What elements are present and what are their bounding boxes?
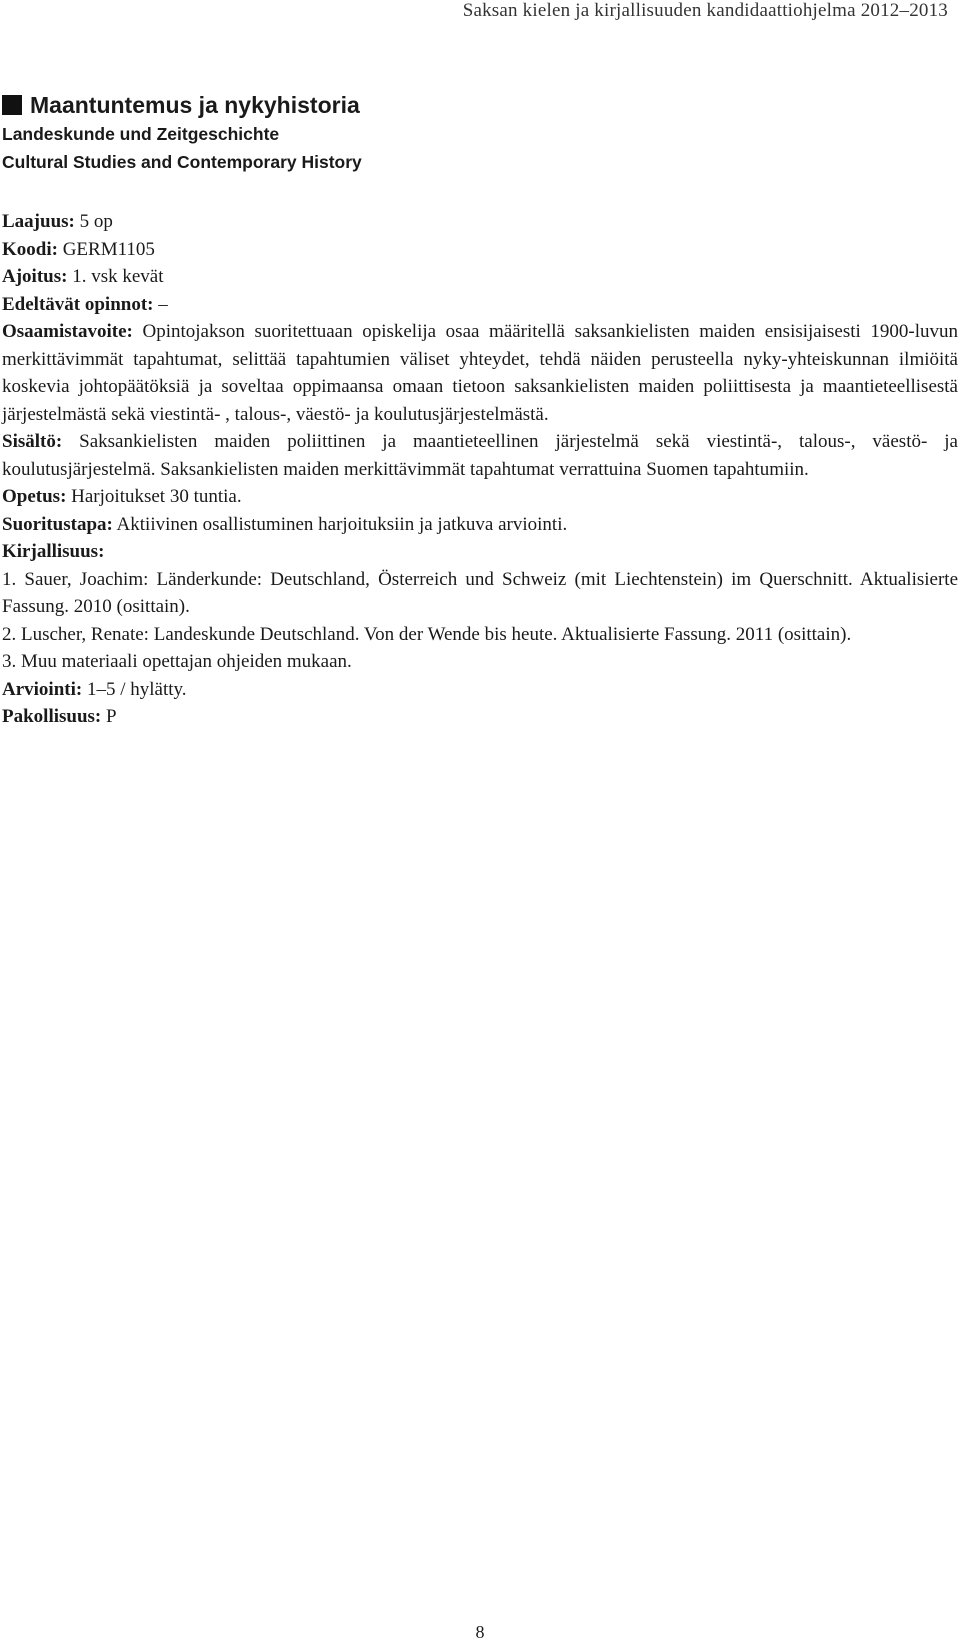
field-kirjallisuus [2,538,958,566]
field-label: Kirjallisuus: [2,541,105,562]
field-value: Aktiivinen osallistuminen harjoituksiin ja jatkuva arviointi. [112,513,568,535]
field-value: – [153,293,168,315]
field-label: Sisältö: [2,431,63,452]
field-label: Osaamistavoite: [2,321,133,342]
field-value: 1–5 / hylätty. [82,678,187,700]
field-label: Suoritustapa: [2,513,113,535]
field-label: Pakollisuus: [2,706,102,727]
field-pakollisuus [2,703,958,731]
field-label: Arviointi: [2,678,83,700]
literature-item: 2. Luscher, Renate: Landeskunde Deutschland. Von der Wende bis heute. Aktualisierte Fassung. 2011 (osittain). [2,623,852,645]
course-title-en: Cultural Studies and Contemporary History [2,152,362,172]
field-label: Edeltävät opinnot: [2,293,154,315]
field-suoritustapa [2,511,958,539]
running-header: Saksan kielen ja kirjallisuuden kandidaattiohjelma 2012–2013 [462,0,948,21]
literature-item: 1. Sauer, Joachim: Länderkunde: Deutschland, Österreich und Schweiz (mit Liechtenstein) im Querschnitt. Aktualisierte Fassung. 2010 (osittain). [2,568,958,617]
field-value: P [101,706,117,727]
field-value: Opintojakson suoritettuaan opiskelija osaa määritellä saksankielisten maiden ensisijaisesti 1900-luvun merkittävimmät tapahtumat, selittää tapahtumien väliset yhteydet, tehdä näiden perusteella nyky-yhteiskunnan ilmiöitä koskevia johtopäätöksiä ja soveltaa oppimaansa omaan tietoon saksankielisten maiden poliittisesta ja maantieteellisestä järjestelmästä sekä viestintä- , talous-, väestö- ja koulutusjärjestelmästä. [2,321,958,425]
field-label: Opetus: [2,486,67,507]
course-heading [2,90,362,176]
field-value: Saksankielisten maiden poliittinen ja maantieteellinen järjestelmä sekä viestintä-, talous-, väestö- ja koulutusjärjestelmä. Saksankielisten maiden merkittävimmät tapahtumat verrattuina Suomen tapahtumiin. [2,431,958,480]
field-value: 1. vsk kevät [67,266,164,287]
field-value: 5 op [74,211,113,232]
field-ajoitus [2,263,958,291]
field-value: GERM1105 [57,238,155,260]
course-title-fi: Maantuntemus ja nykyhistoria [30,92,360,118]
square-bullet-icon [2,95,22,115]
course-details [2,208,958,731]
field-label: Ajoitus: [2,266,68,287]
literature-item: 3. Muu materiaali opettajan ohjeiden mukaan. [2,651,352,672]
page-number: 8 [475,1622,485,1642]
course-title-de: Landeskunde und Zeitgeschichte [2,124,280,144]
field-laajuus [2,208,958,236]
field-opetus [2,483,958,511]
field-label: Koodi: [2,238,58,260]
course-title-line [2,90,362,120]
field-edeltavat [2,291,958,319]
field-osaamistavoite [2,318,958,428]
field-label: Laajuus: [2,211,75,232]
field-value: Harjoitukset 30 tuntia. [66,486,242,507]
field-sisalto [2,428,958,483]
field-koodi [2,236,958,264]
field-arviointi [2,676,958,704]
